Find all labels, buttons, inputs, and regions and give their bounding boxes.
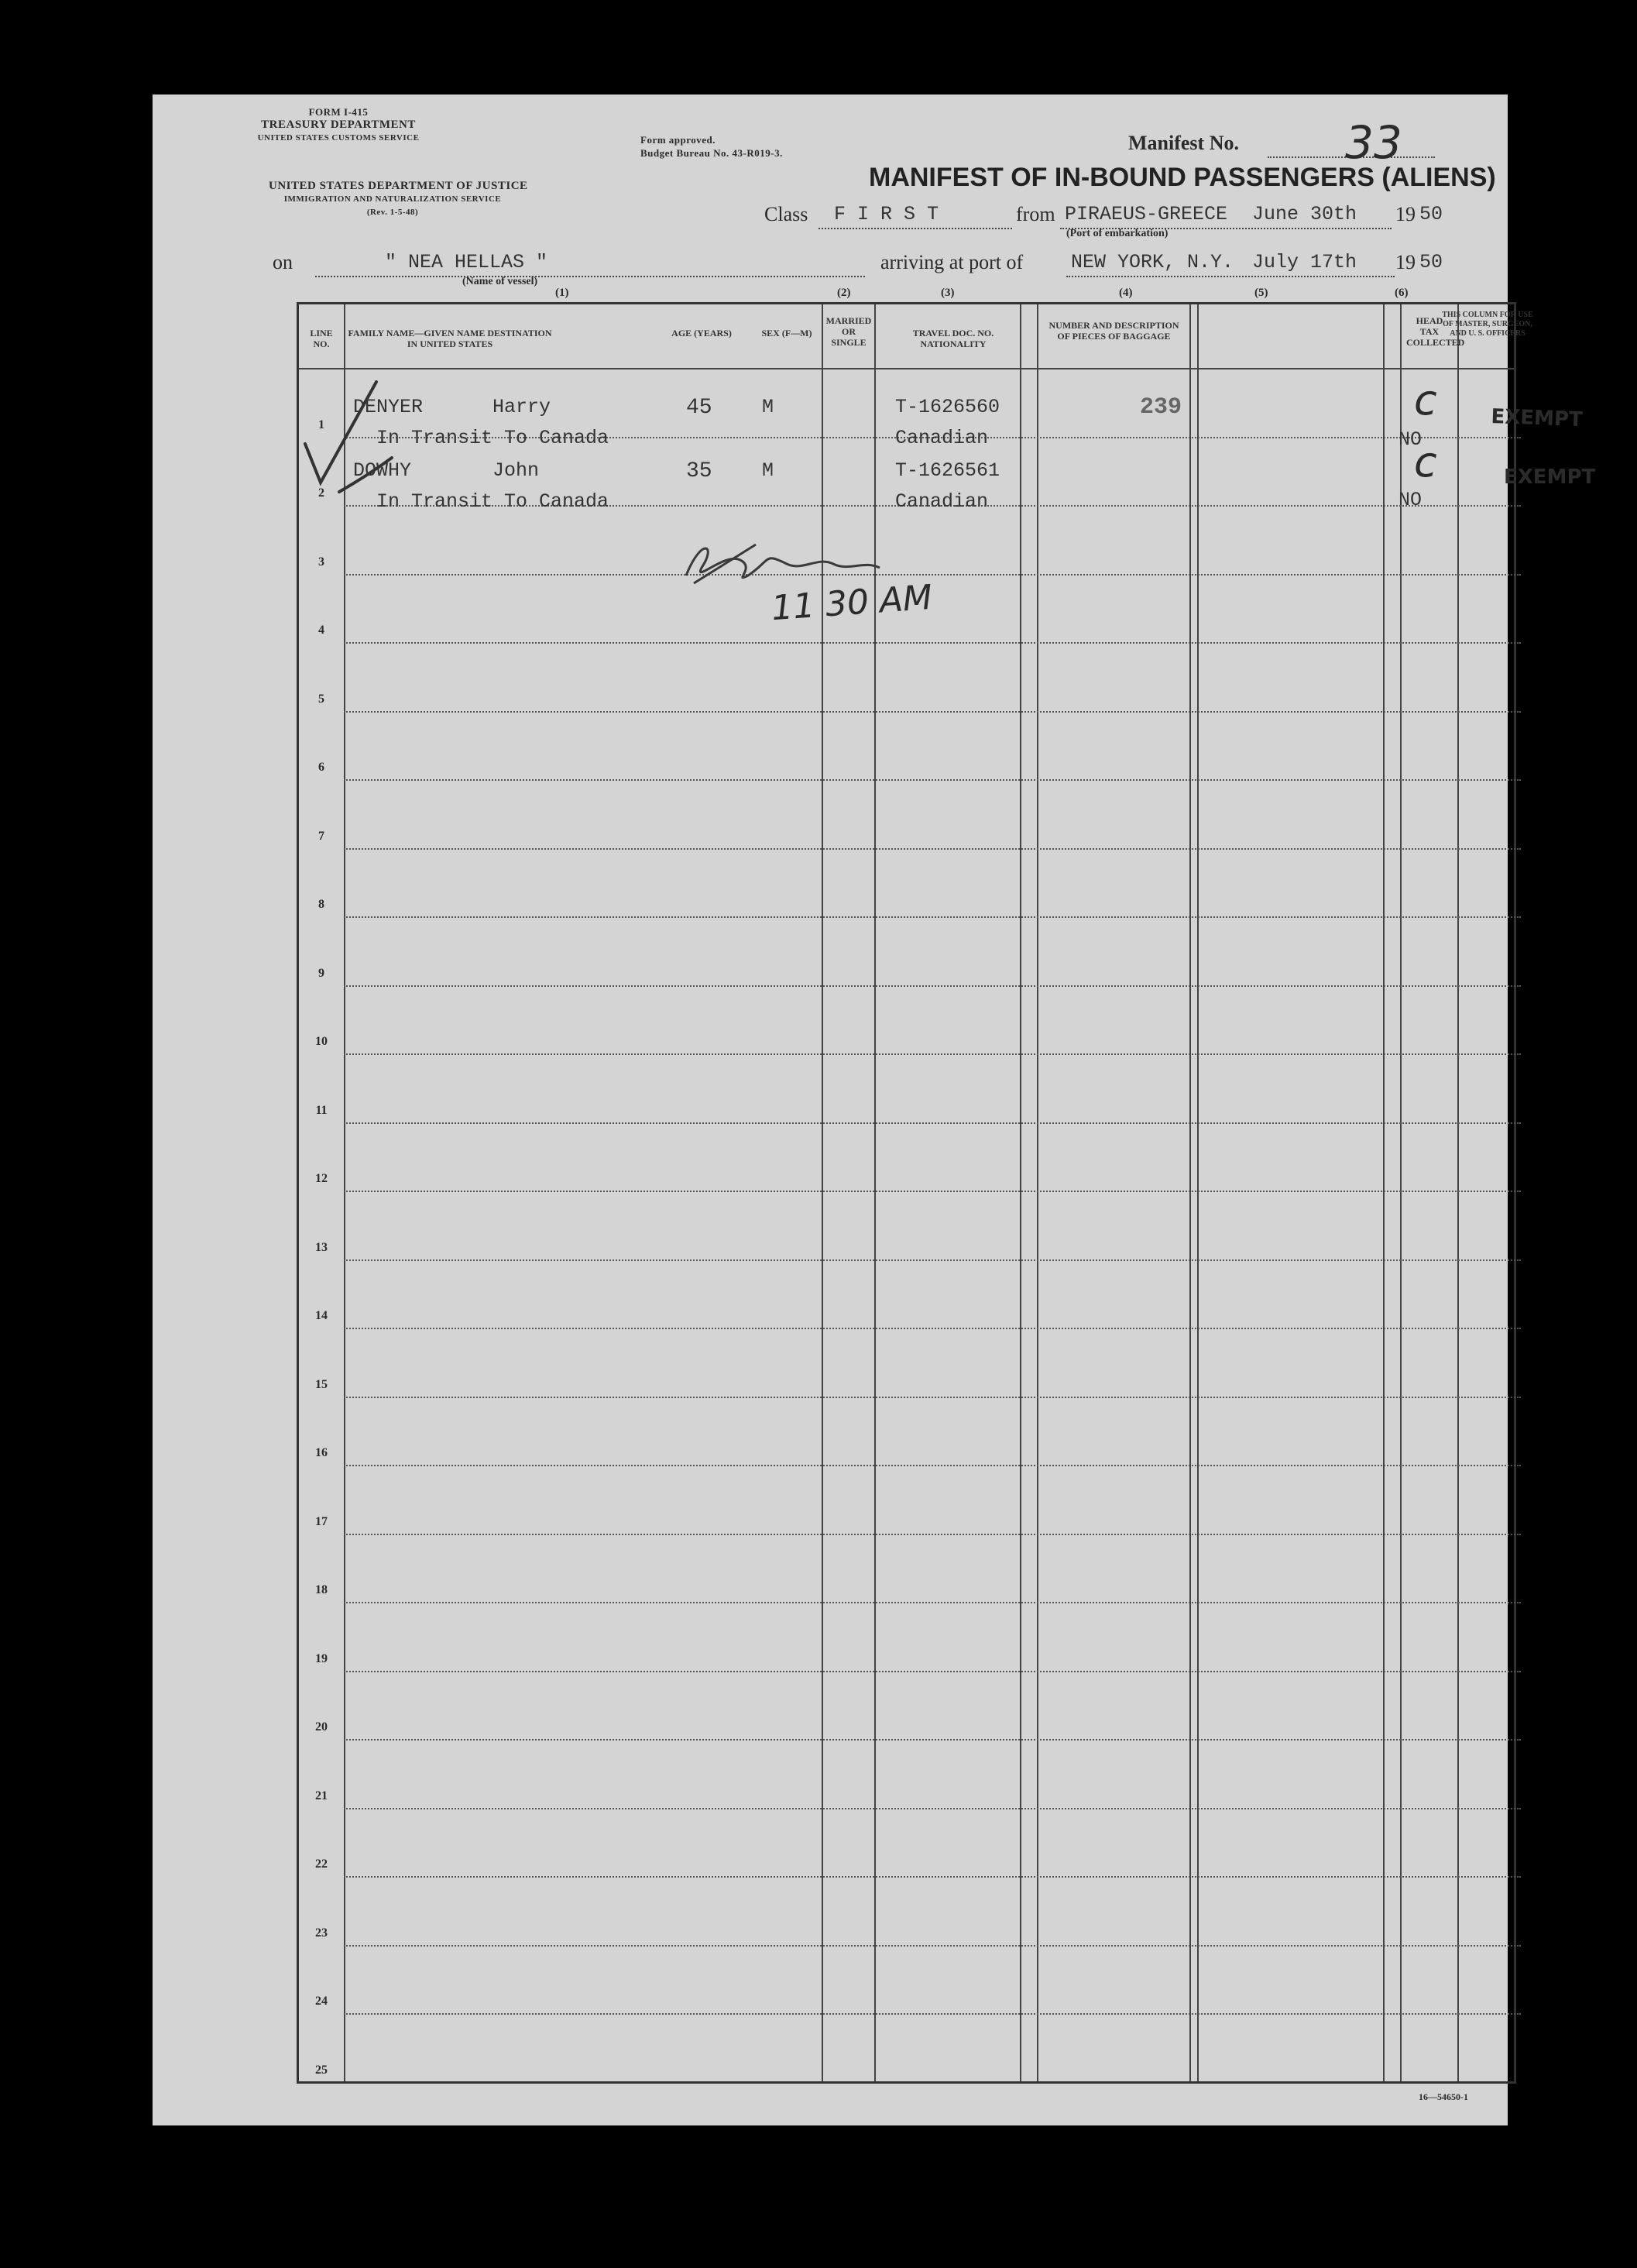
passenger-2-nationality: Canadian <box>895 490 989 513</box>
row-line <box>344 1945 1521 1947</box>
row-line <box>344 1122 1521 1124</box>
col-doc: TRAVEL DOC. NO. NATIONALITY <box>912 328 994 349</box>
col-line-no: LINE NO. <box>310 328 333 349</box>
arrival-date: July 17th <box>1252 251 1357 273</box>
line-number: 22 <box>315 1857 328 1871</box>
passenger-1-age: 45 <box>686 396 712 420</box>
line-number: 23 <box>315 1926 328 1940</box>
passenger-2-tax: NO <box>1398 489 1423 511</box>
line-number: 11 <box>315 1103 328 1117</box>
line-number: 14 <box>315 1309 328 1322</box>
row-line <box>344 1602 1521 1603</box>
column-number-5: (5) <box>1254 287 1268 299</box>
column-number-2: (2) <box>837 287 851 299</box>
passenger-1-tax-mark: c <box>1414 376 1437 424</box>
line-number: 12 <box>315 1172 328 1185</box>
passenger-2-doc: T-1626561 <box>895 459 1000 482</box>
budget-bureau: Budget Bureau No. 43-R019-3. <box>640 147 783 159</box>
embark-year: 50 <box>1419 203 1443 225</box>
manifest-number: 33 <box>1345 116 1402 169</box>
row-line <box>344 916 1521 918</box>
passenger-2-given: John <box>492 459 540 482</box>
line-number: 2 <box>318 486 324 500</box>
row-line <box>344 711 1521 713</box>
form-number: FORM I-415 <box>308 106 369 118</box>
passenger-1-given: Harry <box>492 396 551 418</box>
line-number: 5 <box>318 692 324 706</box>
justice-dept: UNITED STATES DEPARTMENT OF JUSTICE <box>269 180 528 192</box>
embark-date: June 30th <box>1252 203 1357 225</box>
column-divider <box>1457 304 1459 2081</box>
checkmark-icon <box>299 366 407 506</box>
class-label: Class <box>764 203 808 225</box>
row-line <box>344 574 1521 576</box>
line-number: 8 <box>318 898 324 911</box>
passenger-1-baggage: 239 <box>1140 394 1182 421</box>
passenger-1-nationality: Canadian <box>895 427 989 449</box>
passenger-2-officer: EXEMPT <box>1504 466 1596 489</box>
agency-block <box>245 105 431 145</box>
approval-block <box>640 133 783 160</box>
line-number: 18 <box>315 1583 328 1596</box>
treasury-dept: TREASURY DEPARTMENT <box>261 119 416 131</box>
vessel-name: " NEA HELLAS " <box>385 251 548 273</box>
class-line <box>818 228 1012 229</box>
manifest-title: MANIFEST OF IN-BOUND PASSENGERS (ALIENS) <box>869 163 1496 192</box>
embark-year-prefix: 19 <box>1395 203 1416 225</box>
manifest-page <box>153 94 1596 2125</box>
line-number: 13 <box>315 1240 328 1254</box>
col-name: FAMILY NAME—GIVEN NAME DESTINATION IN UNITED STATES <box>348 328 552 349</box>
passenger-2-destination: In Transit To Canada <box>376 490 609 513</box>
class-value: F I R S T <box>834 203 939 225</box>
column-divider <box>1400 304 1402 2081</box>
column-number-4: (4) <box>1119 287 1133 299</box>
line-number: 19 <box>315 1651 328 1665</box>
passenger-2-sex: M <box>762 459 774 482</box>
row-line <box>344 1053 1521 1055</box>
row-line <box>344 1259 1521 1261</box>
vessel-line <box>315 276 865 277</box>
arrival-port: NEW YORK, N.Y. <box>1071 251 1234 273</box>
customs-service: UNITED STATES CUSTOMS SERVICE <box>257 133 420 143</box>
line-number: 21 <box>315 1789 328 1802</box>
row-line <box>344 1191 1521 1192</box>
row-line <box>344 2013 1521 2015</box>
arriving-label: arriving at port of <box>880 251 1024 273</box>
line-number: 9 <box>318 966 324 980</box>
manifest-label: Manifest No. <box>1128 132 1239 154</box>
arrival-year-prefix: 19 <box>1395 251 1416 273</box>
port-caption: (Port of embarkation) <box>1066 228 1169 239</box>
line-number: 3 <box>318 555 324 569</box>
column-divider <box>344 304 345 2081</box>
line-number: 10 <box>315 1035 328 1048</box>
row-line <box>344 779 1521 781</box>
arrival-year: 50 <box>1419 251 1443 273</box>
row-line <box>344 1808 1521 1809</box>
line-number: 4 <box>318 624 324 637</box>
vessel-caption: (Name of vessel) <box>462 276 538 287</box>
row-line <box>344 1534 1521 1535</box>
line-number: 24 <box>315 1995 328 2008</box>
row-line <box>344 848 1521 850</box>
col-officers: THIS COLUMN FOR USE OF MASTER, SURGEON, AND U. S. OFFICERS <box>1442 311 1533 338</box>
row-line <box>344 642 1521 644</box>
justice-block <box>269 180 528 219</box>
column-divider <box>1383 304 1385 2081</box>
embark-port: PIRAEUS-GREECE <box>1065 203 1228 225</box>
column-divider <box>1037 304 1038 2081</box>
column-divider <box>1197 304 1199 2081</box>
line-number: 6 <box>318 761 324 774</box>
time-annotation: 11 30 AM <box>770 577 934 629</box>
header-divider <box>299 368 1514 369</box>
passenger-1-officer: EXEMPT <box>1490 405 1584 432</box>
col-age: AGE (YEARS) <box>671 328 732 338</box>
revision: (Rev. 1-5-48) <box>366 208 419 217</box>
line-number: 20 <box>315 1720 328 1734</box>
line-number: 17 <box>315 1514 328 1528</box>
row-line <box>344 985 1521 987</box>
line-number: 25 <box>315 2063 328 2077</box>
column-number-1: (1) <box>555 287 569 299</box>
col-sex: SEX (F—M) <box>761 328 812 338</box>
passenger-1-destination: In Transit To Canada <box>376 427 609 449</box>
col-married: MARRIED OR SINGLE <box>825 315 872 348</box>
on-label: on <box>273 251 293 273</box>
col-tax-collected: HEAD TAX COLLECTED <box>1406 315 1465 348</box>
row-line <box>344 1739 1521 1741</box>
passenger-1-tax: NO <box>1398 428 1423 451</box>
passenger-2-family: DOWHY <box>353 459 412 482</box>
passenger-2-age: 35 <box>686 459 712 483</box>
row-line <box>344 1671 1521 1672</box>
passenger-1-sex: M <box>762 396 774 418</box>
col-baggage: NUMBER AND DESCRIPTION OF PIECES OF BAGGAGE <box>1048 320 1179 342</box>
column-number-3: (3) <box>941 287 955 299</box>
passenger-2-tax-mark: c <box>1414 438 1437 486</box>
row-line <box>344 1397 1521 1398</box>
column-divider <box>1020 304 1021 2081</box>
ins-service: IMMIGRATION AND NATURALIZATION SERVICE <box>283 194 502 204</box>
line-number: 1 <box>318 418 324 431</box>
from-label: from <box>1016 203 1055 225</box>
arrival-line <box>1066 276 1395 277</box>
footer-code: 16—54650-1 <box>1419 2091 1468 2102</box>
passenger-table <box>297 302 1596 2084</box>
passenger-1-family: DENYER <box>353 396 424 418</box>
line-number: 16 <box>315 1446 328 1459</box>
row-line <box>344 1876 1521 1878</box>
row-line <box>344 1328 1521 1329</box>
line-number: 7 <box>318 829 324 843</box>
row-line <box>344 1465 1521 1466</box>
passenger-1-doc: T-1626560 <box>895 396 1000 418</box>
form-approved: Form approved. <box>640 134 716 146</box>
column-divider <box>1189 304 1191 2081</box>
line-number: 15 <box>315 1377 328 1391</box>
column-number-6: (6) <box>1395 287 1409 299</box>
